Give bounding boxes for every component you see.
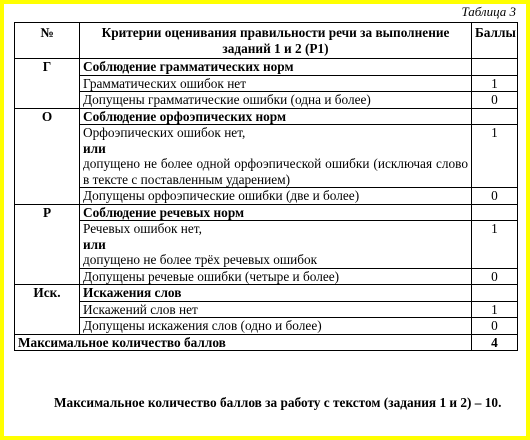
points-value: 0 [472, 268, 518, 285]
table-row [15, 318, 518, 335]
criteria-table [14, 22, 518, 351]
header-points: Баллы [472, 23, 518, 59]
points-value: 0 [472, 92, 518, 109]
table-row [15, 221, 518, 269]
criterion-text: Речевых ошибок нет, или допущено не более трёх речевых ошибок [80, 221, 472, 269]
table-row [15, 125, 518, 188]
section-row-orthoepy [15, 108, 518, 125]
total-label: Максимальное количество баллов [15, 334, 472, 351]
total-row [15, 334, 518, 351]
section-code: Г [15, 59, 80, 76]
points-value: 1 [472, 221, 518, 269]
section-title: Соблюдение грамматических норм [80, 59, 472, 76]
criterion-text: Допущены речевые ошибки (четыре и более) [80, 268, 472, 285]
section-title: Соблюдение орфоэпических норм [80, 108, 472, 125]
table-row [15, 92, 518, 109]
points-value: 1 [472, 75, 518, 92]
header-num: № [15, 23, 80, 59]
section-code: О [15, 108, 80, 125]
table-caption: Таблица 3 [461, 4, 516, 19]
criterion-text: Допущены грамматические ошибки (одна и более) [80, 92, 472, 109]
criterion-text: Грамматических ошибок нет [80, 75, 472, 92]
section-title: Соблюдение речевых норм [80, 204, 472, 221]
table-row [15, 301, 518, 318]
criterion-text: Орфоэпических ошибок нет, или допущено не более одной орфоэпической ошибки (исключая слово в тексте с поставленным ударением) [80, 125, 472, 188]
section-row-grammar [15, 59, 518, 76]
footnote-text: Максимальное количество баллов за работу с текстом (задания 1 и 2) – 10. [54, 395, 502, 410]
section-code: Р [15, 204, 80, 221]
section-title: Искажения слов [80, 285, 472, 302]
section-points-empty [472, 59, 518, 76]
table-row [15, 188, 518, 205]
section-code: Иск. [15, 285, 80, 302]
document-page [4, 4, 526, 436]
points-value: 0 [472, 318, 518, 335]
points-value: 0 [472, 188, 518, 205]
points-value: 1 [472, 125, 518, 188]
criterion-text: Допущены орфоэпические ошибки (две и более) [80, 188, 472, 205]
table-row [15, 75, 518, 92]
header-criteria: Критерии оценивания правильности речи за выполнение заданий 1 и 2 (Р1) [80, 23, 472, 59]
table-row [15, 268, 518, 285]
table-header-row [15, 23, 518, 59]
total-value: 4 [472, 334, 518, 351]
criterion-text: Искажений слов нет [80, 301, 472, 318]
section-row-distortion [15, 285, 518, 302]
criterion-text: Допущены искажения слов (одно и более) [80, 318, 472, 335]
section-row-speech [15, 204, 518, 221]
points-value: 1 [472, 301, 518, 318]
